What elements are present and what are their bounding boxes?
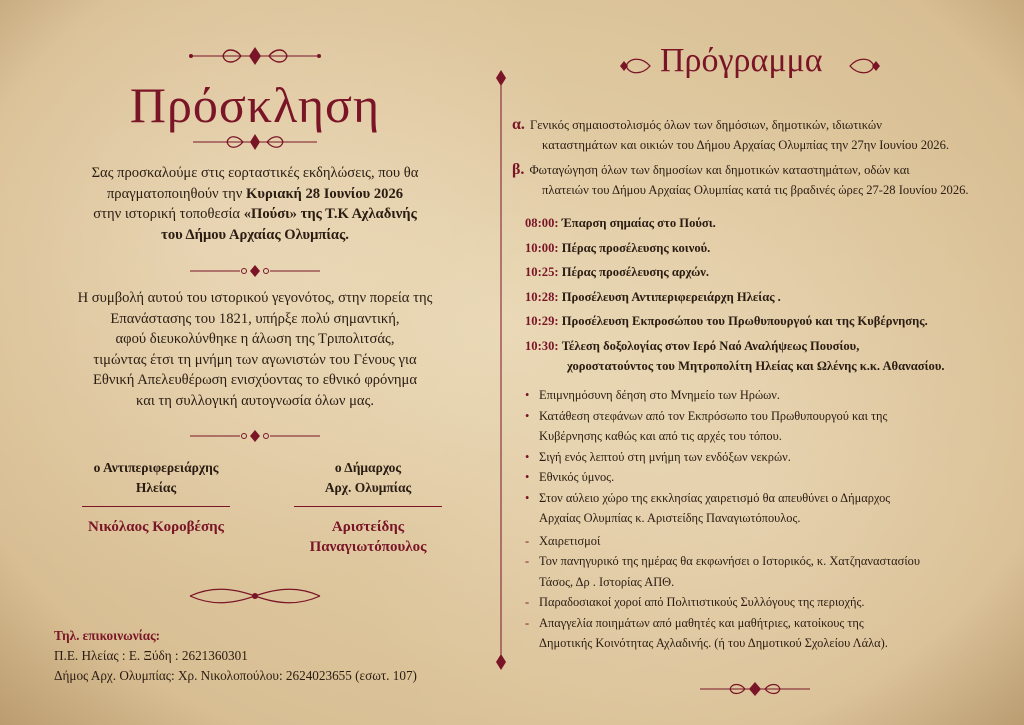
flourish-ornament-bottom-right bbox=[700, 680, 810, 698]
schedule-desc: Τέλεση δοξολογίας στον Ιερό Ναό Αναλήψεως Πουσίου, bbox=[561, 338, 860, 353]
schedule-row bbox=[525, 239, 995, 264]
schedule-time: 10:29: bbox=[525, 314, 559, 328]
dash-marker: - bbox=[525, 533, 530, 548]
flourish-ornament-bottom bbox=[180, 585, 330, 607]
bullet-marker: • bbox=[525, 388, 530, 402]
divider-ornament bbox=[190, 428, 320, 444]
schedule-desc: Προσέλευση Αντιπεριφερειάρχη Ηλείας . bbox=[561, 289, 781, 304]
schedule-desc-cont: χοροστατούντος του Μητροπολίτη Ηλείας και Ωλένης κ.κ. Αθανασίου. bbox=[567, 358, 945, 373]
vertical-divider-ornament bbox=[494, 70, 508, 670]
list-item: • Στον αύλειο χώρο της εκκλησίας χαιρετισμό θα απευθύνει ο Δήμαρχος Αρχαίας Ολυμπίας κ. Αριστείδης Παναγιωτόπουλος. bbox=[525, 488, 995, 529]
flourish-ornament-under-title bbox=[185, 130, 325, 154]
signatory-role: Αρχ. Ολυμπίας bbox=[324, 480, 412, 495]
list-item: - Χαιρετισμοί bbox=[525, 531, 995, 552]
divider-ornament bbox=[190, 263, 320, 279]
list-item: • Σιγή ενός λεπτού στη μνήμη των ενδόξων νεκρών. bbox=[525, 447, 995, 468]
bullet-marker: • bbox=[525, 490, 530, 505]
paragraph-line: τιμώντας έτσι τη μνήμη των αγωνιστών του Γένους για bbox=[93, 351, 417, 368]
schedule-desc: Έπαρση σημαίας στο Πούσι. bbox=[561, 216, 716, 230]
general-item-b bbox=[512, 160, 992, 200]
general-item-a bbox=[512, 115, 992, 155]
signatory-mayor bbox=[268, 458, 468, 557]
flourish-ornament-top bbox=[185, 44, 325, 68]
intro-line: πραγματοποιηθούν την Κυριακή 28 Ιουνίου 2026 bbox=[106, 185, 404, 202]
flourish-ornament-left bbox=[618, 54, 652, 78]
list-item: • Επιμνημόσυνη δέηση στο Μνημείο των Ηρώων. bbox=[525, 385, 995, 406]
item-text: καταστημάτων και οικιών του Δήμου Αρχαίας Ολυμπίας την 27ην Ιουνίου 2026. bbox=[542, 138, 950, 152]
list-item: • Κατάθεση στεφάνων από τον Εκπρόσωπο του Πρωθυπουργού και της Κυβέρνησης καθώς και από τις αρχές του τόπου. bbox=[525, 406, 995, 447]
paragraph-line: Εθνική Απελευθέρωση ενισχύοντας το εθνικό φρόνημα bbox=[92, 372, 418, 388]
schedule-time: 10:25: bbox=[525, 265, 559, 279]
bullet-marker: • bbox=[525, 449, 530, 464]
schedule-time: 10:28: bbox=[525, 289, 559, 304]
flourish-ornament-right bbox=[848, 54, 882, 78]
schedule-row bbox=[525, 312, 995, 337]
dash-marker: - bbox=[525, 595, 530, 609]
event-location: «Πούσι» της Τ.Κ Αχλαδινής bbox=[243, 206, 417, 222]
contact-line: Δήμος Αρχ. Ολυμπίας: Χρ. Νικολοπούλου: 2624023655 (εσωτ. 107) bbox=[54, 668, 417, 683]
paragraph-line: Η συμβολή αυτού του ιστορικού γεγονότος, στην πορεία της bbox=[77, 290, 433, 306]
signatory-regional bbox=[56, 458, 256, 537]
signatory-name: Νικόλαος Κοροβέσης bbox=[88, 519, 224, 535]
schedule-row bbox=[525, 263, 995, 288]
dash-marker: - bbox=[525, 554, 530, 568]
program-title: Πρόγραμμα bbox=[660, 42, 823, 79]
schedule-desc: Προσέλευση Εκπροσώπου του Πρωθυπουργού και της Κυβέρνησης. bbox=[561, 314, 928, 328]
historical-paragraph bbox=[40, 288, 470, 411]
bullet-marker: • bbox=[525, 470, 530, 484]
signatory-role: ο Αντιπεριφερειάρχης bbox=[93, 460, 219, 475]
list-item: • Εθνικός ύμνος. bbox=[525, 467, 995, 488]
signature-line bbox=[82, 506, 230, 507]
schedule-row bbox=[525, 288, 995, 313]
schedule-desc: Πέρας προσέλευσης αρχών. bbox=[561, 265, 710, 279]
event-date: Κυριακή 28 Ιουνίου 2026 bbox=[246, 185, 404, 202]
item-letter: β. bbox=[512, 161, 525, 178]
item-text: Φωταγώγηση όλων των δημοσίων και δημοτικών καταστημάτων, οδών και bbox=[529, 163, 910, 177]
ceremony-items bbox=[525, 385, 995, 654]
intro-line: Σας προσκαλούμε στις εορταστικές εκδηλώσεις, που θα bbox=[91, 165, 419, 181]
item-text: Γενικός σημαιοστολισμός όλων των δημόσιων, δημοτικών, ιδιωτικών bbox=[529, 118, 882, 132]
dash-marker: - bbox=[525, 615, 530, 630]
contact-title: Τηλ. επικοινωνίας: bbox=[54, 628, 161, 643]
schedule-row bbox=[525, 337, 995, 377]
invitation-intro bbox=[40, 163, 470, 245]
schedule-list bbox=[525, 214, 995, 377]
schedule-time: 10:00: bbox=[525, 240, 559, 255]
list-item: - Απαγγελία ποιημάτων από μαθητές και μαθήτριες, κατοίκους της Δημοτικής Κοινότητας Αχλαδινής. (ή του Δημοτικού Σχολείου Λάλα). bbox=[525, 613, 995, 654]
paragraph-line: Επανάστασης του 1821, υπήρξε πολύ σημαντική, bbox=[110, 310, 400, 327]
schedule-row bbox=[525, 214, 995, 239]
paragraph-line: αφού διευκολύνθηκε η άλωση της Τριπολιτσάς, bbox=[115, 331, 395, 347]
list-item: - Παραδοσιακοί χοροί από Πολιτιστικούς Συλλόγους της περιοχής. bbox=[525, 592, 995, 613]
contact-line: Π.Ε. Ηλείας : Ε. Ξύδη : 2621360301 bbox=[54, 648, 248, 663]
contact-info bbox=[54, 626, 417, 686]
schedule-time: 10:30: bbox=[525, 338, 559, 353]
schedule-desc: Πέρας προσέλευσης κοινού. bbox=[561, 240, 711, 255]
signature-line bbox=[294, 506, 442, 507]
signatory-role: Ηλείας bbox=[135, 480, 177, 495]
invitation-title: Πρόσκληση bbox=[129, 77, 381, 133]
list-item: - Τον πανηγυρικό της ημέρας θα εκφωνήσει ο Ιστορικός, κ. Χατζηαναστασίου Τάσος, Δρ . Ιστορίας ΑΠΘ. bbox=[525, 551, 995, 592]
item-text: πλατειών του Δήμου Αρχαίας Ολυμπίας κατά τις βραδινές ώρες 27-28 Ιουνίου 2026. bbox=[542, 183, 969, 197]
paragraph-line: και τη συλλογική αυτογνωσία όλων μας. bbox=[135, 392, 375, 409]
bullet-marker: • bbox=[525, 408, 530, 423]
schedule-time: 08:00: bbox=[525, 216, 559, 230]
signatory-role: ο Δήμαρχος bbox=[334, 460, 402, 475]
signatory-name: Αριστείδης bbox=[331, 519, 405, 535]
intro-line: του Δήμου Αρχαίας Ολυμπίας. bbox=[161, 226, 349, 243]
signatory-name: Παναγιωτόπουλος bbox=[309, 539, 427, 555]
intro-line: στην ιστορική τοποθεσία «Πούσι» της Τ.Κ Αχλαδινής bbox=[93, 206, 417, 222]
item-letter: α. bbox=[512, 116, 525, 133]
